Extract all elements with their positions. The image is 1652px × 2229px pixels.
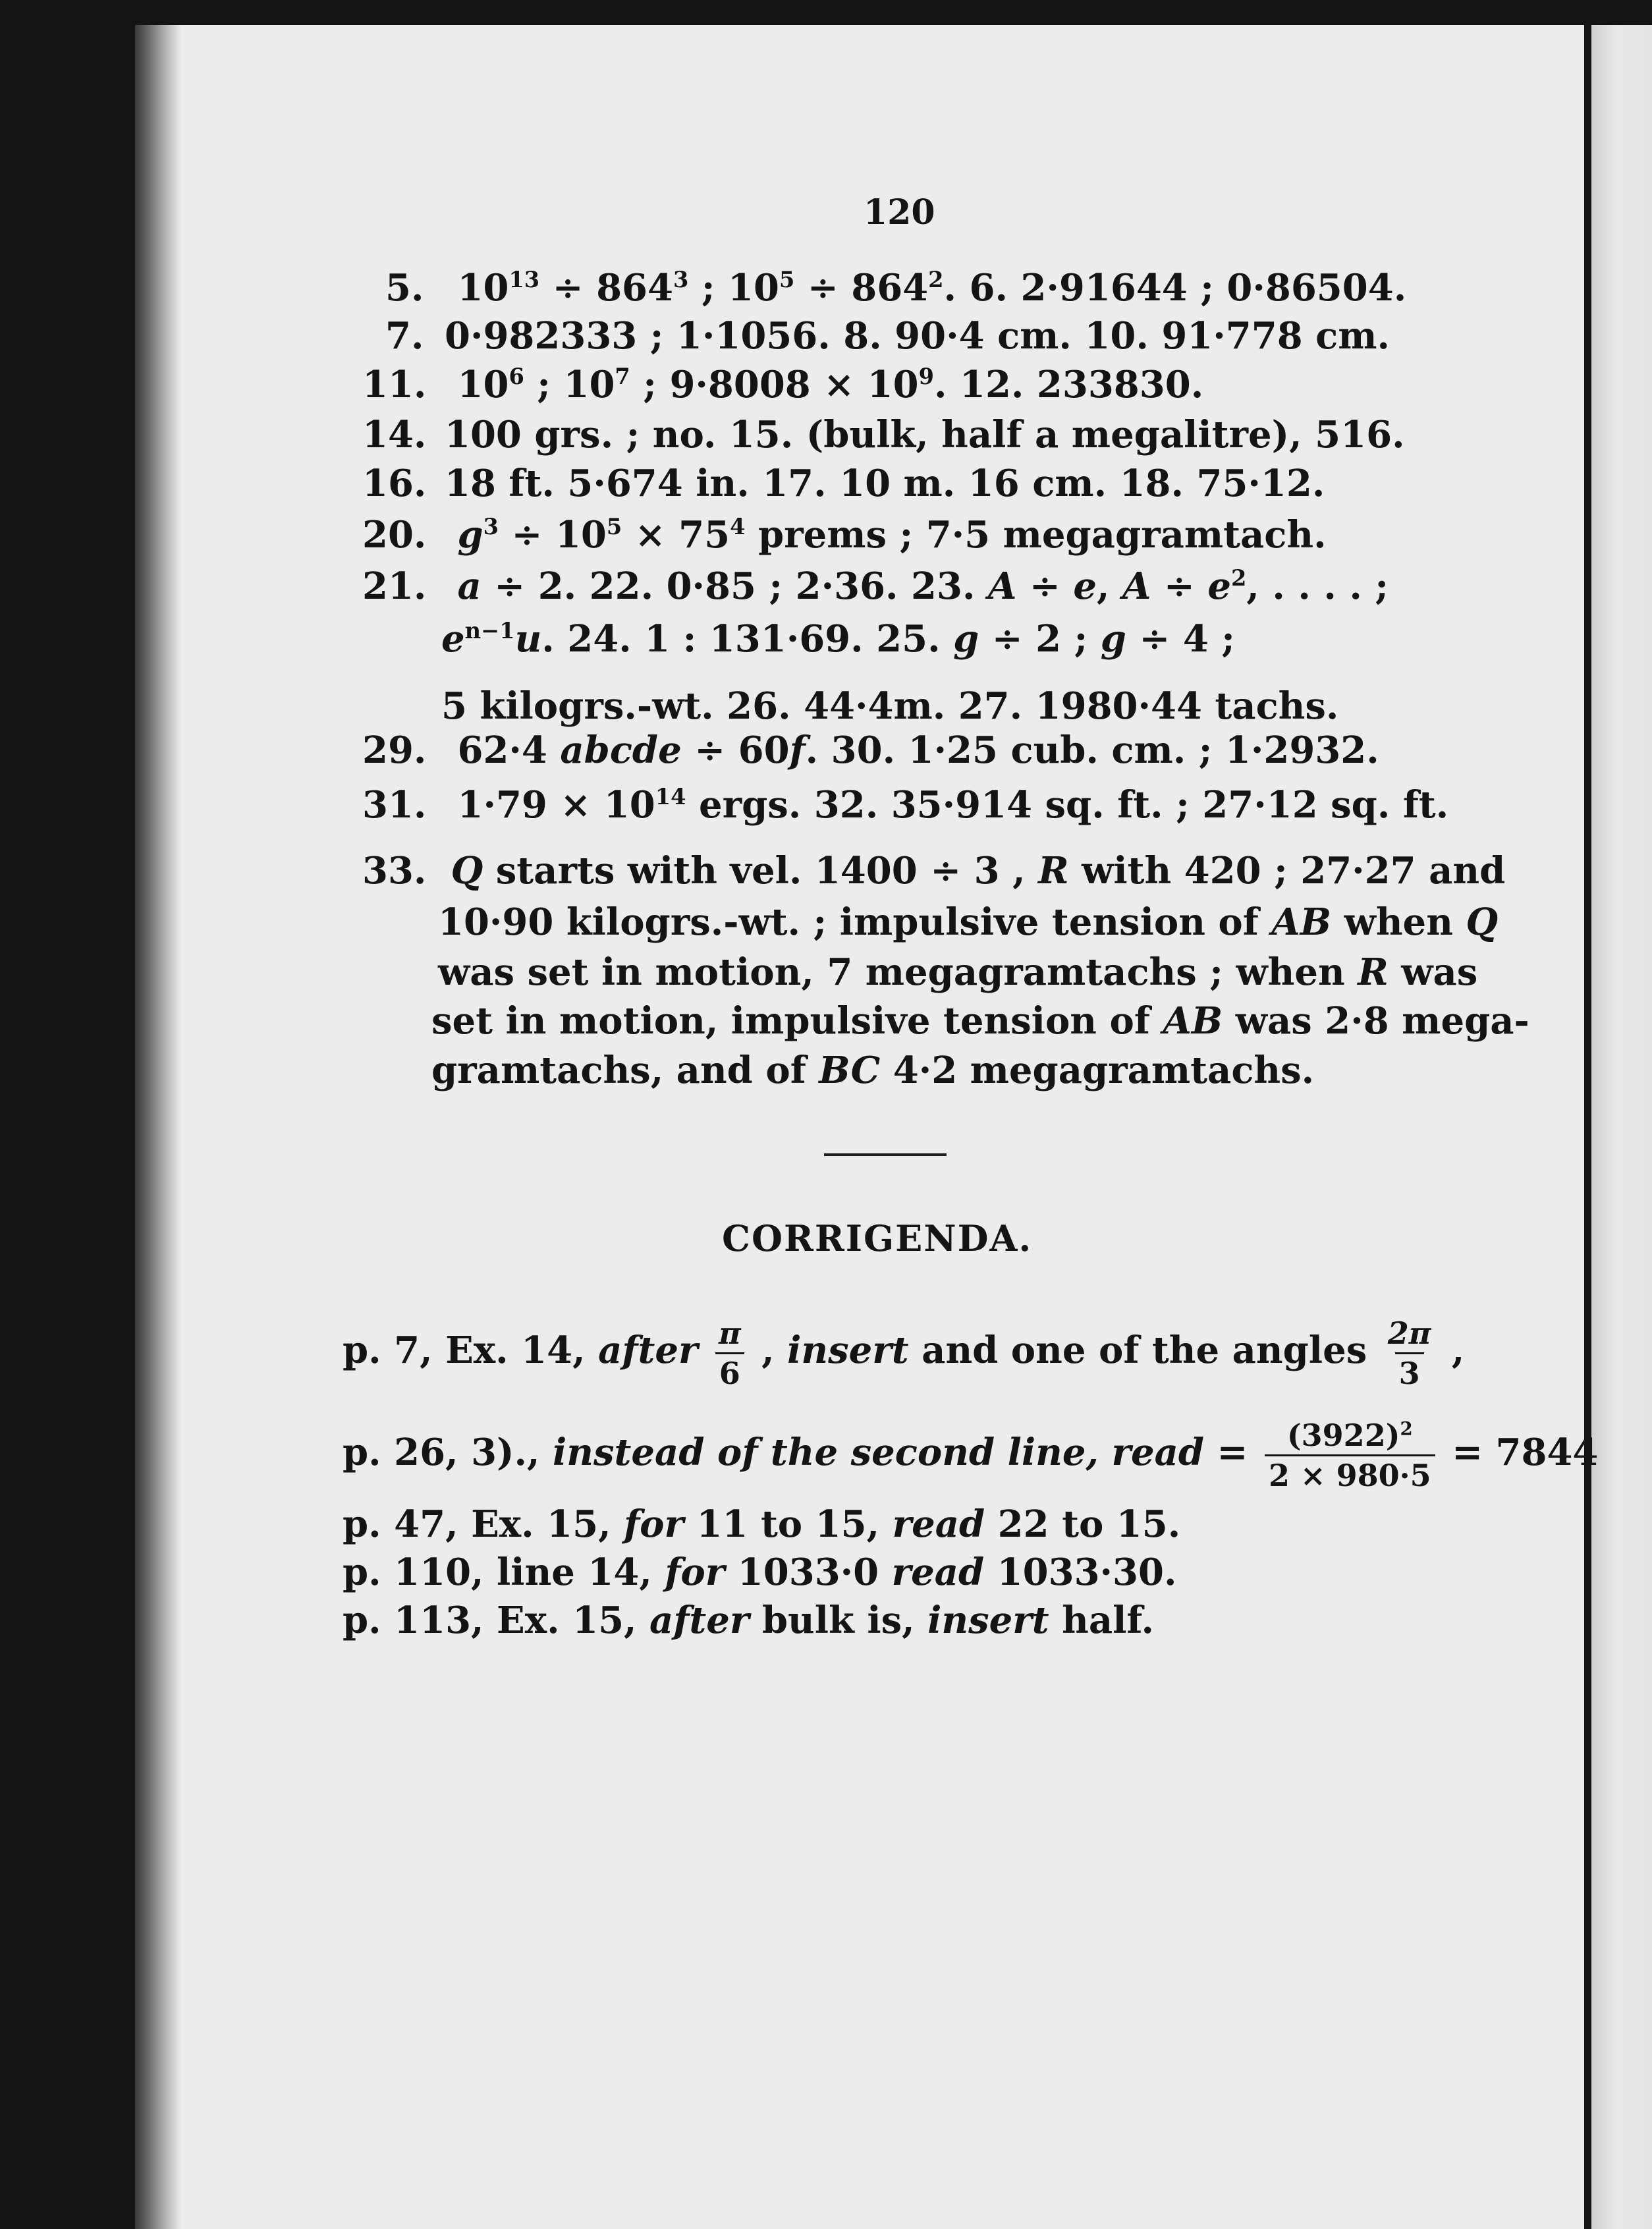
answer-line-11: 11. $10^6$ ; $10^7$ ; $9\cdot 8008 \times 10^9$. 12. 233830. xyxy=(362,362,1204,406)
section-divider xyxy=(824,1153,947,1156)
answer-line-33-cont-1: 10·90 kilogrs.-wt. ; impulsive tension of AB when Q xyxy=(438,900,1499,944)
answer-line-16: 16. 18 ft. 5·674 in. 17. 10 m. 16 cm. 18. 75·12. xyxy=(362,462,1325,505)
page-gap xyxy=(1584,0,1591,2229)
fraction-pi-over-6: $\frac{\pi}{6}$ xyxy=(715,1318,745,1389)
fraction-3922-squared: $\frac{(3922)^2}{2 \times 980\cdot 5}$ xyxy=(1265,1420,1435,1491)
answer-line-5: 5. $10^{13} \div 864^3$ ; $10^5 \div 864^2$. 6. 2·91644 ; 0·86504. xyxy=(385,265,1407,310)
answer-line-33-cont-2: was set in motion, 7 megagramtachs ; when R was xyxy=(438,950,1478,994)
corrigenda-heading: CORRIGENDA. xyxy=(722,1217,1033,1259)
answer-line-33-cont-4: gramtachs, and of BC 4·2 megagramtachs. xyxy=(431,1049,1315,1092)
answer-line-20: 20. $g^3 \div 10^5 \times 75^4$ prems ; 7·5 megagramtach. xyxy=(362,512,1327,557)
corrigenda-item-p47: p. 47, Ex. 15, for 11 to 15, read 22 to 15. xyxy=(343,1502,1181,1546)
corrigenda-item-p113: p. 113, Ex. 15, after bulk is, insert half. xyxy=(343,1599,1155,1642)
answer-line-25-cont: 5 kilogrs.-wt. 26. 44·4m. 27. 1980·44 tachs. xyxy=(441,684,1339,728)
page-number: 120 xyxy=(864,192,935,233)
answer-line-14: 14. 100 grs. ; no. 15. (bulk, half a megalitre), 516. xyxy=(362,413,1405,456)
fraction-2pi-over-3: $\frac{2\pi}{3}$ xyxy=(1387,1315,1431,1391)
answer-line-29: 29. 62·4 abcde ÷ 60f. 30. 1·25 cub. cm. ; 1·2932. xyxy=(362,729,1379,772)
answer-line-33: 33. Q starts with vel. 1400 ÷ 3 , R with 420 ; 27·27 and xyxy=(362,849,1506,893)
corrigenda-item-p7: p. 7, Ex. 14, after $\frac{\pi}{6}$ , insert and one of the angles $\frac{2\pi}{3}$ , xyxy=(343,1315,1465,1391)
answer-line-7: 7. 0·982333 ; 1·1056. 8. 90·4 cm. 10. 91·778 cm. xyxy=(385,314,1390,358)
answer-line-21-cont: $e^{n-1}u$. 24. 1 : 131·69. 25. g ÷ 2 ; g ÷ 4 ; xyxy=(441,617,1235,661)
corrigenda-item-p110: p. 110, line 14, for 1033·0 read 1033·30. xyxy=(343,1551,1177,1594)
corrigenda-item-p26: p. 26, 3)., instead of the second line, read = $\frac{(3922)^2}{2 \times 980\cdot 5}$ = 7844 xyxy=(343,1417,1599,1493)
adjacent-page-edge xyxy=(1591,25,1652,2229)
answer-line-33-cont-3: set in motion, impulsive tension of AB was 2·8 mega- xyxy=(431,999,1529,1043)
answer-line-21: 21. a ÷ 2. 22. 0·85 ; 2·36. 23. A ÷ e, $A \div e^2$, . . . . ; xyxy=(362,564,1389,608)
page-gutter-shadow xyxy=(135,25,181,2229)
answer-line-31: 31. $1\cdot 79 \times 10^{14}$ ergs. 32. 35·914 sq. ft. ; 27·12 sq. ft. xyxy=(362,783,1449,827)
